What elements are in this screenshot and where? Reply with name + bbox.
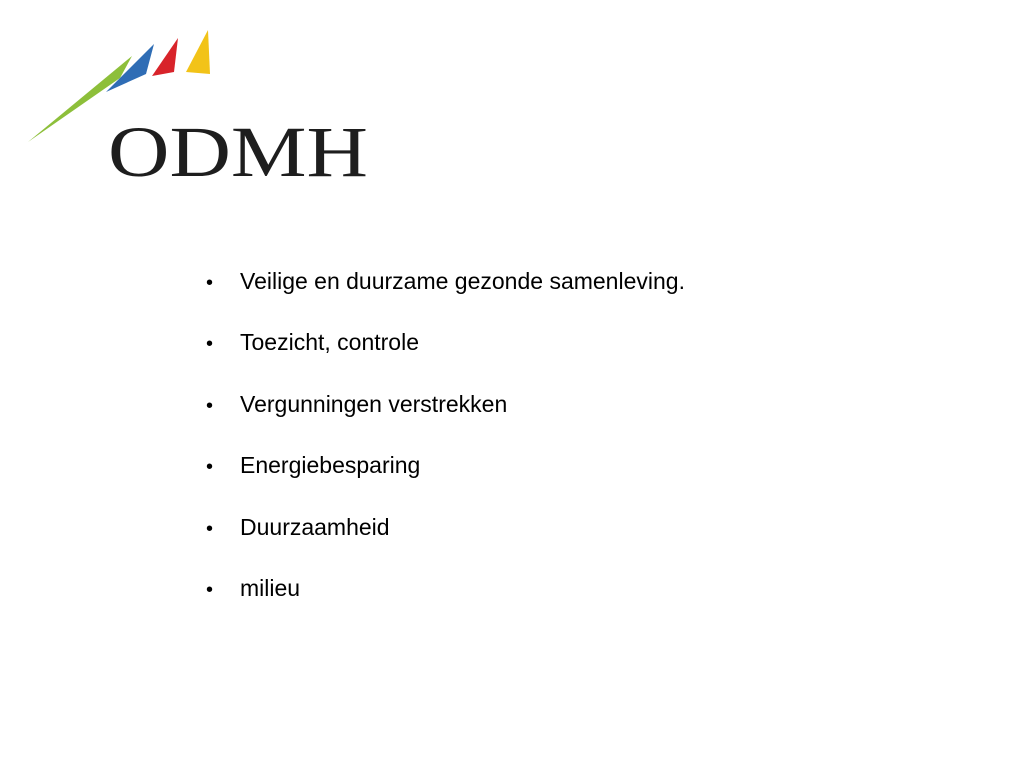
- logo-yellow-sail: [186, 30, 210, 74]
- bullet-icon: •: [206, 333, 214, 356]
- bullet-icon: •: [206, 517, 214, 540]
- bullet-icon: •: [206, 272, 214, 294]
- bullet-icon: •: [206, 456, 214, 479]
- bullet-text: milieu: [240, 574, 301, 601]
- bullet-text: Veilige en duurzame gezonde samenleving.: [240, 268, 685, 294]
- bullet-item: [206, 391, 906, 452]
- bullet-item: [206, 452, 906, 513]
- bullet-text: Vergunningen verstrekken: [240, 390, 508, 417]
- bullet-item: [206, 329, 906, 390]
- bullet-text: Toezicht, controle: [240, 329, 419, 356]
- bullet-icon: •: [206, 578, 214, 601]
- logo-red-sail: [152, 38, 178, 76]
- logo-wordmark: ODMH: [108, 112, 368, 186]
- bullet-text: Energiebesparing: [240, 452, 421, 479]
- bullet-list: [206, 268, 906, 636]
- bullet-text: Duurzaamheid: [240, 513, 390, 540]
- bullet-icon: •: [206, 394, 214, 417]
- bullet-item: [206, 268, 906, 329]
- bullet-item: [206, 575, 906, 636]
- odmh-logo-graphic: [24, 26, 380, 186]
- odmh-logo: [24, 26, 380, 186]
- logo-blue-sail: [106, 44, 154, 92]
- bullet-item: [206, 514, 906, 575]
